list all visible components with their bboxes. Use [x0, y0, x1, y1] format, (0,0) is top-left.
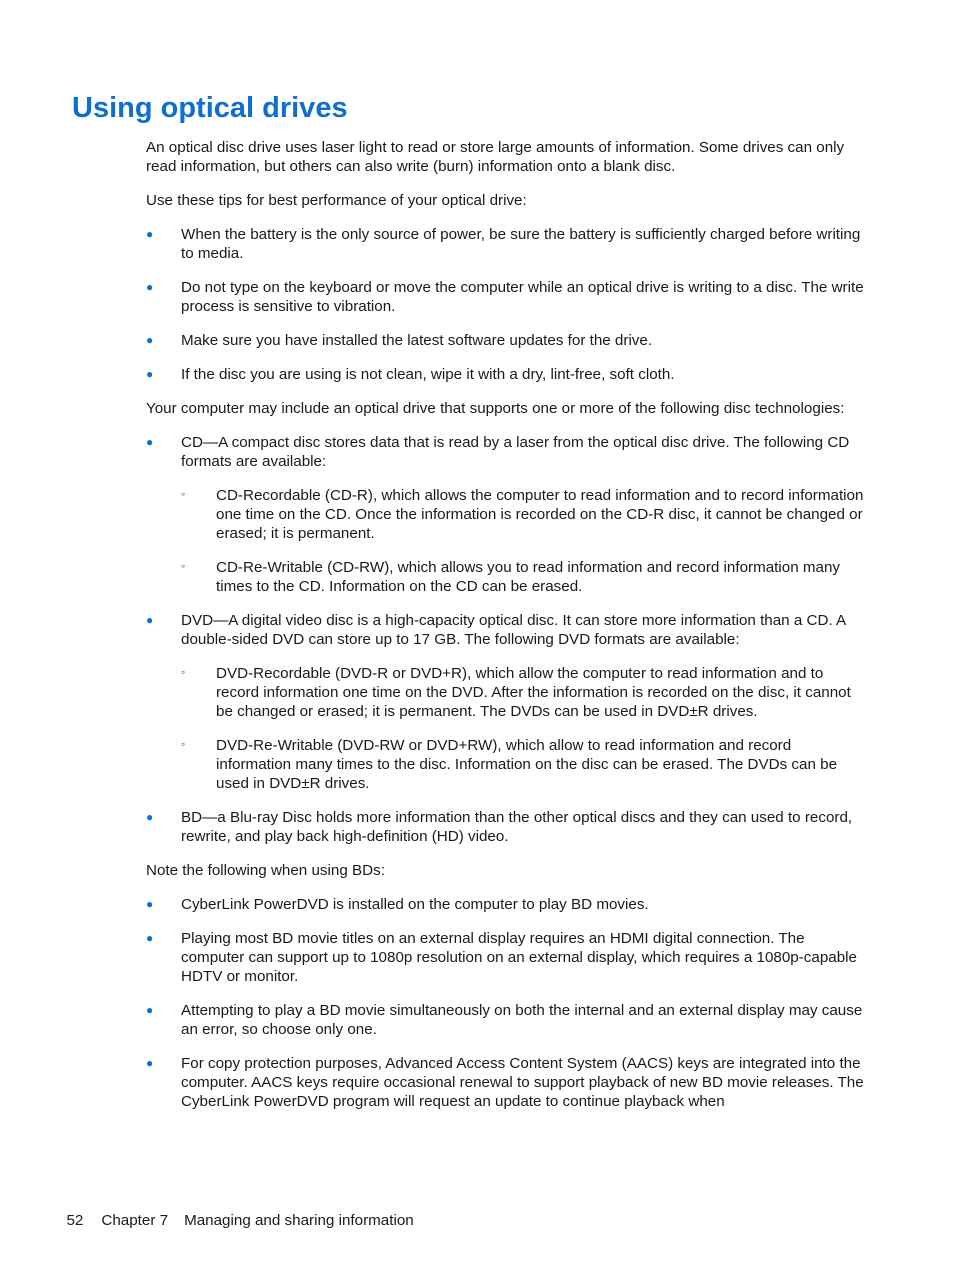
- list-item-bd: [146, 808, 868, 846]
- list-item: [146, 278, 868, 316]
- list-item-dvd: [146, 611, 868, 793]
- intro-paragraph: An optical disc drive uses laser light to read or store large amounts of information. Some drives can only read information, but others can also write (burn) information onto a blank disc.: [146, 139, 845, 175]
- sub-list-item: [181, 736, 868, 793]
- bd-intro-paragraph: Note the following when using BDs:: [146, 862, 385, 879]
- technologies-intro-paragraph: Your computer may include an optical drive that supports one or more of the following disc technologies:: [146, 400, 845, 417]
- technologies-list: [146, 433, 868, 846]
- list-item-text: Do not type on the keyboard or move the computer while an optical drive is writing to a disc. The write process is sensitive to vibration.: [181, 279, 864, 315]
- sub-list-item-text: DVD-Recordable (DVD-R or DVD+R), which allow the computer to read information and to record information one time on the DVD. After the information is recorded on the disc, it cannot be changed or erased; it is permanent. The DVDs can be used in DVD±R drives.: [216, 665, 851, 720]
- bullet-icon: ●: [146, 613, 154, 627]
- bullet-icon: ●: [146, 333, 154, 347]
- sub-list-item: [181, 664, 868, 721]
- list-item: [146, 1001, 868, 1039]
- list-item-text: Playing most BD movie titles on an external display requires an HDMI digital connection. The computer can support up to 1080p resolution on an external display, which requires a 1080p-capable HDTV or monitor.: [181, 930, 857, 985]
- list-item: [146, 929, 868, 986]
- sub-bullet-icon: ◦: [181, 487, 186, 501]
- chapter-label: Chapter 7: [101, 1212, 169, 1229]
- list-item-text: CyberLink PowerDVD is installed on the computer to play BD movies.: [181, 896, 649, 913]
- list-item: [146, 365, 868, 384]
- sub-list-item: [181, 558, 868, 596]
- chapter-title: Managing and sharing information: [184, 1212, 414, 1229]
- cd-formats-list: [181, 486, 868, 596]
- list-item: [146, 331, 868, 350]
- page-footer: [58, 1192, 414, 1230]
- bullet-icon: ●: [146, 897, 154, 911]
- sub-list-item-text: CD-Re-Writable (CD-RW), which allows you to read information and record information many times to the CD. Information on the CD can be erased.: [216, 559, 841, 595]
- bullet-icon: ●: [146, 1056, 154, 1070]
- bullet-icon: ●: [146, 280, 154, 294]
- bullet-icon: ●: [146, 435, 154, 449]
- sub-list-item: [181, 486, 868, 543]
- bullet-icon: ●: [146, 810, 154, 824]
- bullet-icon: ●: [146, 1003, 154, 1017]
- main-content: [146, 138, 868, 1126]
- tips-list: [146, 225, 868, 384]
- list-item: [146, 895, 868, 914]
- bullet-icon: ●: [146, 227, 154, 241]
- sub-bullet-icon: ◦: [181, 559, 186, 573]
- bullet-icon: ●: [146, 367, 154, 381]
- list-item-text: DVD—A digital video disc is a high-capacity optical disc. It can store more information than a CD. A double-sided DVD can store up to 17 GB. The following DVD formats are available:: [181, 612, 846, 648]
- page-number: 52: [66, 1212, 84, 1229]
- list-item-text: BD—a Blu-ray Disc holds more information than the other optical discs and they can used to record, rewrite, and play back high-definition (HD) video.: [181, 809, 853, 845]
- sub-bullet-icon: ◦: [181, 737, 186, 751]
- sub-list-item-text: DVD-Re-Writable (DVD-RW or DVD+RW), which allow to read information and record information many times to the disc. Information on the disc can be erased. The DVDs can be used in DVD±R drives.: [216, 737, 838, 792]
- list-item-text: If the disc you are using is not clean, wipe it with a dry, lint-free, soft cloth.: [181, 366, 675, 383]
- list-item-text: When the battery is the only source of power, be sure the battery is sufficiently charged before writing to media.: [181, 226, 861, 262]
- list-item: [146, 225, 868, 263]
- sub-bullet-icon: ◦: [181, 665, 186, 679]
- dvd-formats-list: [181, 664, 868, 793]
- bd-notes-list: [146, 895, 868, 1111]
- list-item-text: Attempting to play a BD movie simultaneously on both the internal and an external display may cause an error, so choose only one.: [181, 1002, 863, 1038]
- page-title: Using optical drives: [72, 92, 348, 124]
- bullet-icon: ●: [146, 931, 154, 945]
- list-item: [146, 1054, 868, 1111]
- tips-intro-paragraph: Use these tips for best performance of your optical drive:: [146, 192, 527, 209]
- list-item-cd: [146, 433, 868, 596]
- list-item-text: For copy protection purposes, Advanced Access Content System (AACS) keys are integrated into the computer. AACS keys require occasional renewal to support playback of new BD movie releases. The CyberLink PowerDVD program will request an update to continue playback when: [181, 1055, 864, 1110]
- list-item-text: CD—A compact disc stores data that is read by a laser from the optical disc drive. The following CD formats are available:: [181, 434, 850, 470]
- sub-list-item-text: CD-Recordable (CD-R), which allows the computer to read information and to record information one time on the CD. Once the information is recorded on the CD-R disc, it cannot be changed or erased; it is permanent.: [216, 487, 864, 542]
- list-item-text: Make sure you have installed the latest software updates for the drive.: [181, 332, 653, 349]
